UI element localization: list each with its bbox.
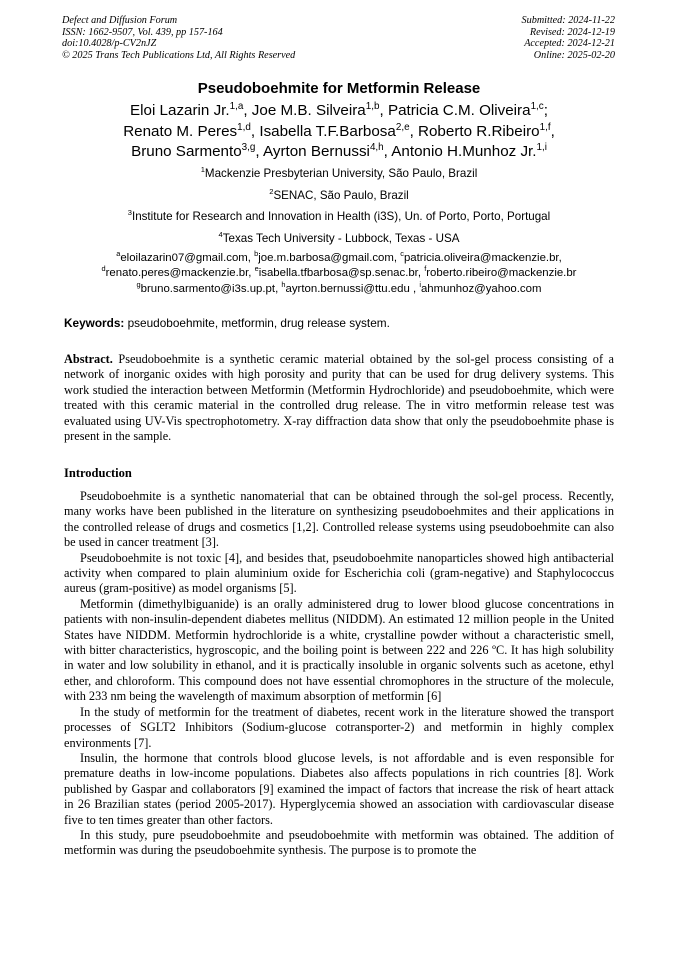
- keywords: [64, 316, 390, 330]
- email-sup: e: [254, 264, 259, 274]
- author-sup: 1,f: [539, 121, 551, 133]
- affiliation: [0, 210, 678, 223]
- email-line: [0, 266, 678, 281]
- keywords-text: pseudoboehmite, metformin, drug release system.: [127, 316, 390, 330]
- author-sup: 3,g: [241, 141, 256, 153]
- paragraph: Pseudoboehmite is a synthetic nanomaterial that can be obtained through the sol-gel process. Recently, many works have been published in the literature on synthesizing pseudoboehmites and their applications in the controlled release of drugs and cosmetics [1,2]. Controlled release systems using pseudoboehmite can also be used in cancer treatment [3].: [64, 489, 614, 550]
- affiliation: [0, 232, 678, 245]
- email-address[interactable]: ayrton.bernussi@ttu.edu: [285, 282, 410, 295]
- author-name: Renato M. Peres: [123, 122, 238, 140]
- journal-copyright: © 2025 Trans Tech Publications Ltd, All Rights Reserved: [62, 49, 296, 61]
- paragraph: In the study of metformin for the treatment of diabetes, recent work in the literature showed the transport processes of SGLT2 Inhibitors (Sodium-glucose cotransporter-2) and metformin in highly complex environments [7].: [64, 704, 614, 750]
- journal-doi: doi:10.4028/p-CV2nJZ: [62, 38, 157, 50]
- email-address[interactable]: renato.peres@mackenzie.br: [105, 267, 249, 280]
- abstract-text: Pseudoboehmite is a synthetic ceramic material obtained by the sol-gel process consisting of a network of inorganic oxides with high porosity and purity that can be used for drug delivery systems. This work studied the interaction between Metformin (Metformin Hydrochloride) and pseudoboehmite, which were treated with this ceramic material in the controlled drug release. The in vitro metformin release test was evaluated using UV-Vis spectrophotometry. X-ray diffraction data show that only the pseudoboehmite phase is present in the sample.: [64, 352, 614, 444]
- author-line: [0, 142, 678, 163]
- author-name: Joe M.B. Silveira: [251, 102, 366, 119]
- email-sup: d: [101, 264, 106, 274]
- email-line: [0, 279, 678, 297]
- author-sup: 1,b: [365, 100, 380, 112]
- author-name: Isabella T.F.Barbosa: [259, 122, 396, 140]
- author-sup: 1,d: [237, 121, 251, 133]
- author-name: Roberto R.Ribeiro: [418, 122, 540, 140]
- author-sep: ,: [243, 102, 252, 119]
- keywords-label: Keywords:: [64, 316, 125, 330]
- author-list: [0, 101, 678, 163]
- author-name: Eloi Lazarin Jr.: [130, 102, 230, 119]
- email-list: [0, 251, 678, 297]
- affiliation-sup: 1: [200, 165, 205, 175]
- email-sep: ,: [558, 252, 562, 264]
- paper-title: Pseudoboehmite for Metformin Release: [197, 80, 481, 97]
- author-sep: ,: [550, 122, 555, 140]
- email-address[interactable]: bruno.sarmento@i3s.up.pt: [140, 282, 276, 295]
- author-name: Antonio H.Munhoz Jr.: [391, 143, 537, 160]
- email-sup: g: [136, 279, 141, 289]
- email-address[interactable]: ahmunhoz@yahoo.com: [420, 282, 542, 295]
- email-sup: c: [400, 249, 404, 259]
- email-sep: ,: [247, 252, 255, 264]
- dates-header: [522, 15, 615, 61]
- paragraph: Metformin (dimethylbiguanide) is an orally administered drug to lower blood glucose concentrations in patients with non-insulin-dependent diabetes mellitus (NIDDM). An estimated 12 million people in the United States have NIDDM. Metformin hydrochloride is a white, crystalline powder without a characteristic smell, with bitter characteristics, hygroscopic, and the boiling point is between 222 and 226 ºC. It has high solubility in water and low solubility in ethanol, and it is practically insoluble in organic solvents such as acetone, ethyl ether, and chloroform. This compound does not have essential chromophores in the structure of the molecule, with 233 nm being the wavelength of maximum absorption of metformin [6]: [64, 596, 614, 704]
- submitted-date: Submitted: 2024-11-22: [521, 15, 615, 26]
- email-sup: a: [116, 249, 121, 259]
- author-sup: 4,h: [369, 141, 384, 153]
- accepted-date: Accepted: 2024-12-21: [524, 38, 615, 50]
- email-sep: ,: [393, 252, 401, 264]
- affiliation-text: Mackenzie Presbyterian University, São Paulo, Brazil: [204, 167, 478, 180]
- author-sep: ,: [250, 122, 260, 140]
- journal-name: Defect and Diffusion Forum: [62, 15, 178, 26]
- affiliation: [0, 189, 678, 202]
- author-sep: ;: [543, 102, 548, 119]
- revised-date: Revised: 2024-12-19: [529, 26, 615, 38]
- author-sep: ,: [409, 122, 419, 140]
- affiliation-text: Institute for Research and Innovation in Health (i3S), Un. of Porto, Porto, Portugal: [131, 210, 551, 223]
- email-sep: ,: [417, 267, 425, 280]
- journal-issn: ISSN: 1662-9507, Vol. 439, pp 157-164: [62, 26, 223, 38]
- author-sep: ,: [379, 102, 388, 119]
- author-line: [0, 122, 678, 143]
- abstract: [64, 352, 614, 444]
- author-sep: ,: [383, 143, 392, 160]
- section-heading: Introduction: [64, 466, 132, 480]
- online-date: Online: 2025-02-20: [533, 49, 615, 61]
- email-sup: i: [419, 279, 421, 289]
- affiliation: [0, 167, 678, 180]
- author-sup: 2,e: [395, 121, 410, 133]
- affiliation-sup: 2: [269, 187, 274, 197]
- paragraph: Insulin, the hormone that controls blood glucose levels, is not affordable and is even responsible for premature deaths in low-income populations. Diabetes also affects populations in rich countries [8]. Work published by Gaspar and collaborators [9] examined the impact of factors that increase the risk of heart attack in 26 Brazilian states (period 2005-2017). Hyperglycemia showed an association with cardiovascular disease five to ten times greater than other factors.: [64, 750, 614, 827]
- author-sup: 1,i: [536, 141, 547, 153]
- email-address[interactable]: patricia.oliveira@mackenzie.br: [403, 252, 559, 264]
- author-name: Bruno Sarmento: [131, 143, 242, 160]
- email-address[interactable]: eloilazarin07@gmail.com: [120, 252, 248, 264]
- email-address[interactable]: roberto.ribeiro@mackenzie.br: [426, 267, 577, 280]
- author-line: [0, 101, 678, 122]
- email-address[interactable]: isabella.tfbarbosa@sp.senac.br: [258, 267, 418, 280]
- email-address[interactable]: joe.m.barbosa@gmail.com: [258, 252, 394, 264]
- email-sup: f: [424, 264, 427, 274]
- affiliation-sup: 3: [127, 208, 132, 218]
- affiliation-text: SENAC, São Paulo, Brazil: [273, 189, 409, 202]
- abstract-label: Abstract.: [64, 352, 113, 366]
- author-name: Ayrton Bernussi: [263, 143, 370, 160]
- journal-header: [62, 15, 295, 61]
- affiliation-text: Texas Tech University - Lubbock, Texas - USA: [222, 232, 460, 245]
- paragraph: In this study, pure pseudoboehmite and pseudoboehmite with metformin was obtained. The addition of metformin was during the pseudoboehmite synthesis. The purpose is to promote the: [64, 827, 614, 858]
- author-sup: 1,a: [229, 100, 244, 112]
- email-sup: b: [254, 249, 259, 259]
- email-sep: ,: [409, 282, 420, 295]
- email-sep: ,: [275, 282, 282, 295]
- affiliation-sup: 4: [218, 230, 223, 240]
- author-name: Patricia C.M. Oliveira: [387, 102, 531, 119]
- email-sup: h: [281, 279, 286, 289]
- email-sep: ,: [248, 267, 255, 280]
- author-sep: ,: [255, 143, 263, 160]
- introduction-body: [64, 489, 614, 859]
- author-sup: 1,c: [530, 100, 544, 112]
- paragraph: Pseudoboehmite is not toxic [4], and besides that, pseudoboehmite nanoparticles showed high antibacterial activity when compared to plain aluminium oxide for Escherichia coli (gram-negative) and Staphylococcus aureus (gram-positive) as model organisms [5].: [64, 550, 614, 596]
